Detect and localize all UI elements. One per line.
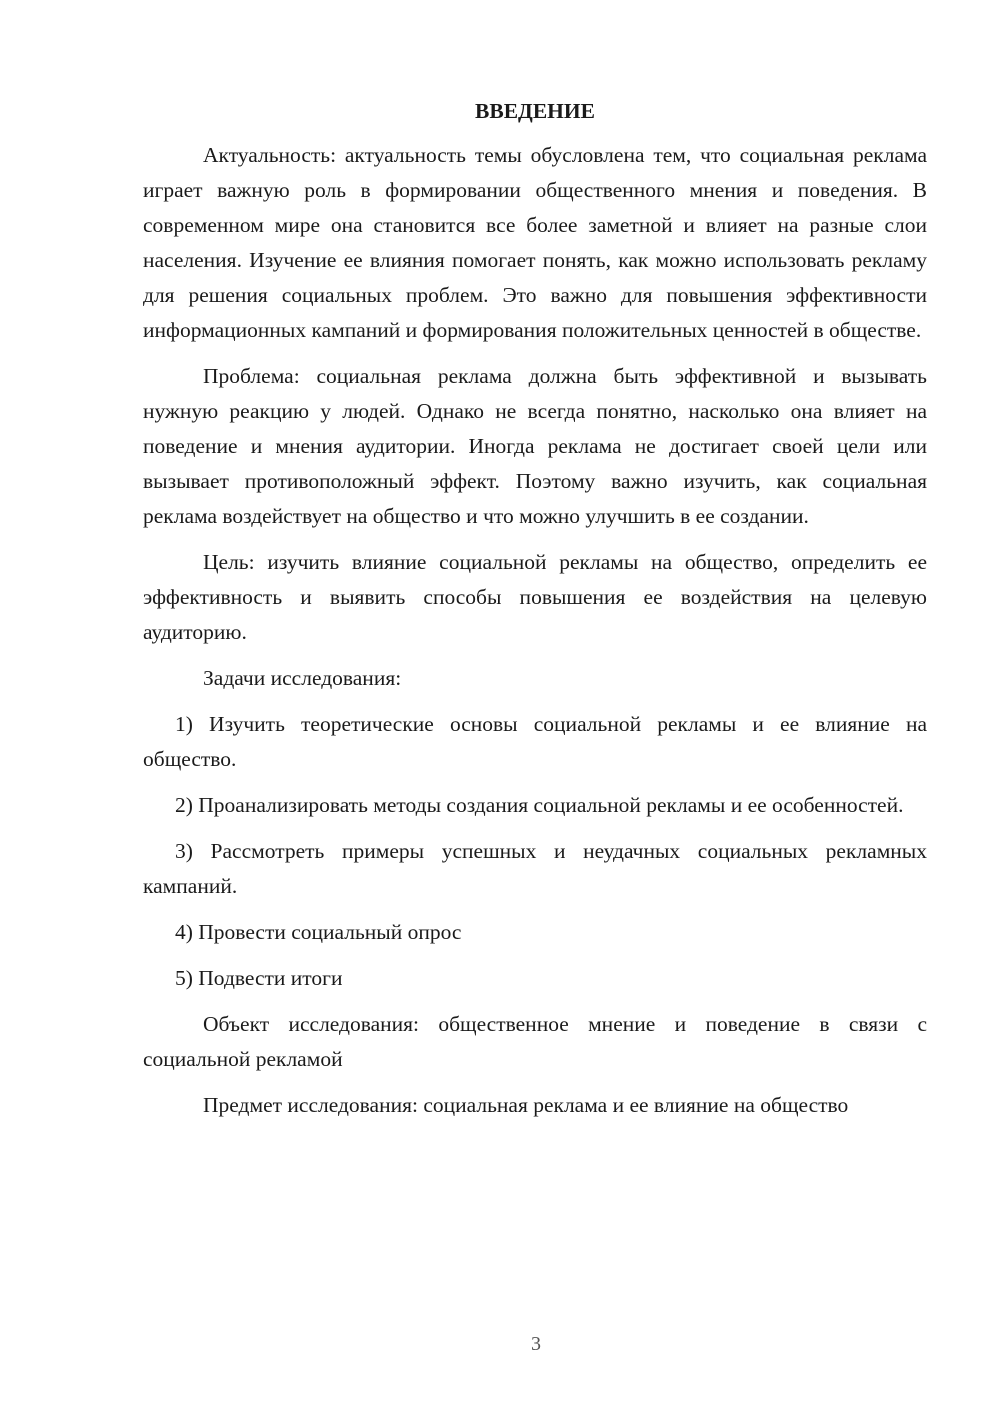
task-item: 3) Рассмотреть примеры успешных и неудачных социальных рекламных кампаний. — [143, 839, 927, 898]
task-item: 1) Изучить теоретические основы социальной рекламы и ее влияние на общество. — [143, 712, 927, 771]
tasks-heading: Задачи исследования: — [203, 666, 402, 690]
section-heading: ВВЕДЕНИЕ — [475, 99, 595, 123]
research-subject-paragraph: Предмет исследования: социальная реклама и ее влияние на общество — [203, 1093, 849, 1117]
document-body — [143, 96, 927, 1134]
page-number: 3 — [531, 1333, 541, 1355]
research-object-paragraph: Объект исследования: общественное мнение и поведение в связи с социальной рекламой — [143, 1012, 927, 1071]
task-item: 4) Провести социальный опрос — [175, 920, 462, 944]
task-item: 2) Проанализировать методы создания социальной рекламы и ее особенностей. — [175, 793, 904, 817]
relevance-paragraph: Актуальность: актуальность темы обусловлена тем, что социальная реклама играет важную роль в формировании общественного мнения и поведения. В современном мире она становится все более заметной и влияет на разные слои населения. Изучение ее влияния помогает понять, как можно использовать рекламу для решения социальных проблем. Это важно для повышения эффективности информационных кампаний и формирования положительных ценностей в обществе. — [143, 143, 927, 342]
goal-paragraph: Цель: изучить влияние социальной рекламы на общество, определить ее эффективность и выявить способы повышения ее воздействия на целевую аудиторию. — [143, 550, 927, 644]
task-item: 5) Подвести итоги — [175, 966, 343, 990]
problem-paragraph: Проблема: социальная реклама должна быть эффективной и вызывать нужную реакцию у людей. Однако не всегда понятно, насколько она влияет на поведение и мнения аудитории. Иногда реклама не достигает своей цели или вызывает противоположный эффект. Поэтому важно изучить, как социальная реклама воздействует на общество и что можно улучшить в ее создании. — [143, 364, 927, 528]
